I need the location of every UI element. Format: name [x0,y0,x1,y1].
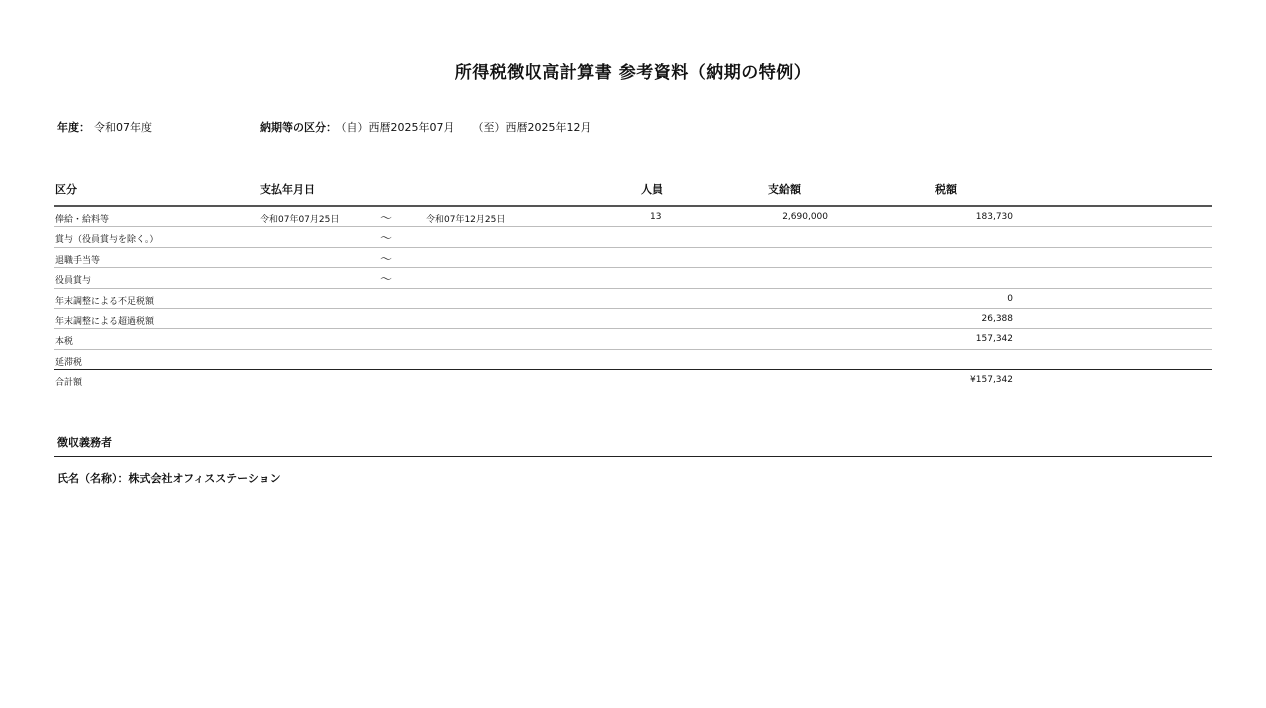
table-row [54,227,1212,247]
cell-date-from: 令和07年07月25日 [260,215,340,225]
document-title: 所得税徴収高計算書 参考資料（納期の特例） [454,63,812,83]
payment-period-label: 納期等の区分： [260,121,337,134]
fiscal-year-value: 令和07年度 [94,121,152,134]
cell-tax: 26,388 [981,314,1013,324]
table-row [54,289,1212,309]
collector-section-title: 徴収義務者 [57,436,112,449]
cell-category: 年末調整による不足税額 [55,297,155,307]
table-row [54,329,1212,349]
cell-tax: 157,342 [975,334,1013,344]
fiscal-year-label: 年度： [57,121,90,134]
cell-date-to: 令和07年12月25日 [426,215,506,225]
period-to-label: （至） [472,121,506,134]
header-people: 人員 [641,183,663,196]
cell-payment: 2,690,000 [782,212,828,222]
period-from-label: （自） [341,121,369,134]
cell-category: 役員賞与 [55,276,92,286]
collector-name-label: 氏名（名称）： [57,472,129,485]
period-to-value: 西暦2025年12月 [505,121,592,134]
cell-category: 合計額 [55,378,83,388]
cell-category: 本税 [55,337,74,347]
cell-people: 13 [650,212,662,222]
cell-tax: ¥157,342 [970,375,1013,385]
collector-name-value: 株式会社オフィスステーション [128,472,281,485]
table-row [54,350,1212,370]
collector-rule [54,456,1212,457]
header-pay-date: 支払年月日 [260,183,315,196]
table-row [54,309,1212,329]
cell-category: 延滞税 [55,358,83,368]
cell-category: 俸給・給料等 [55,215,110,225]
payment-period [260,119,592,135]
header-payment: 支給額 [768,183,801,196]
cell-category: 年末調整による超過税額 [55,317,155,327]
cell-tax: 0 [1007,294,1013,304]
table-row [54,268,1212,288]
cell-tilde: 〜 [380,272,393,286]
cell-tilde: 〜 [380,231,393,245]
header-category: 区分 [55,183,77,196]
period-from-value: 西暦2025年07月 [368,121,455,134]
cell-tilde: 〜 [380,252,393,266]
table-row [54,207,1212,227]
table-row [54,370,1212,390]
table-row [54,248,1212,268]
cell-tilde: 〜 [380,211,393,225]
cell-category: 賞与（役員賞与を除く。） [55,235,159,245]
fiscal-year [57,119,152,135]
header-tax: 税額 [935,183,957,196]
cell-tax: 183,730 [975,212,1013,222]
collector-name [57,470,281,486]
cell-category: 退職手当等 [55,256,101,266]
